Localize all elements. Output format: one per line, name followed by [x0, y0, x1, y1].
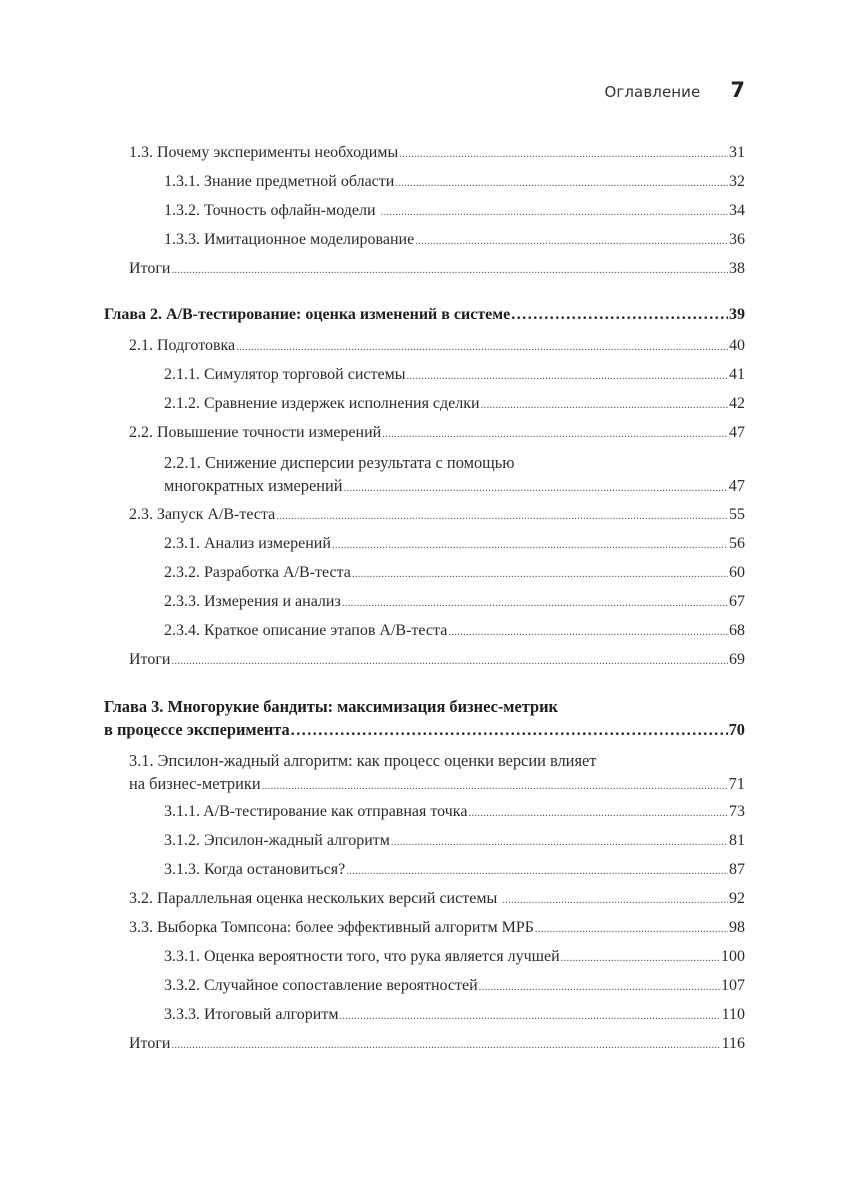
dot-leader	[535, 923, 728, 935]
toc-entry-page: 55	[729, 506, 745, 523]
header-title: Оглавление	[604, 83, 701, 101]
dot-leader	[406, 370, 728, 382]
toc-entry-page: 73	[729, 803, 745, 820]
dot-leader	[171, 655, 728, 667]
toc-entry-label-line2: многократных измерений	[164, 476, 343, 495]
toc-entry-label: 3.3. Выборка Томпсона: более эффективный алгоритм МРБ	[129, 919, 534, 936]
toc-entry-label: 1.3.1. Знание предметной области	[164, 173, 395, 190]
toc-entry-subsection[interactable]	[164, 948, 745, 966]
toc-entry-page: 42	[729, 395, 745, 412]
dot-leader	[291, 722, 728, 740]
toc-entry-page: 98	[729, 919, 745, 936]
toc-entry-page: 60	[729, 564, 745, 581]
toc-entry-subsection[interactable]	[164, 366, 745, 384]
toc-entry-label: 1.3.2. Точность офлайн-модели	[164, 202, 380, 219]
toc-entry-label: 2.1. Подготовка	[129, 337, 236, 354]
toc-entry-label: 2.2. Повышение точности измерений	[129, 424, 382, 441]
toc-entry-label-line1: 2.2.1. Снижение дисперсии результата с помощью	[164, 453, 515, 472]
toc-entry-label: 3.3.3. Итоговый алгоритм	[164, 1006, 339, 1023]
toc-entry-page: 41	[729, 366, 745, 383]
toc-entry-label: 1.3.3. Имитационное моделирование	[164, 231, 415, 248]
toc-entry-page: 71	[728, 774, 745, 793]
dot-leader	[262, 780, 728, 792]
running-header	[604, 78, 745, 102]
toc-entry-label: 2.3.3. Измерения и анализ	[164, 593, 341, 610]
toc-entry-page: 81	[729, 832, 745, 849]
toc-entry-label: 2.3. Запуск A/B-теста	[129, 506, 276, 523]
dot-leader	[511, 306, 728, 324]
toc-entry-page: 34	[729, 202, 745, 219]
toc-entry-section[interactable]	[129, 919, 745, 937]
dot-leader	[399, 148, 728, 160]
toc-entry-label: 3.3.1. Оценка вероятности того, что рука является лучшей	[164, 948, 560, 965]
toc-entry-label: 3.1.2. Эпсилон-жадный алгоритм	[164, 832, 390, 849]
toc-entry-section[interactable]	[129, 506, 745, 524]
dot-leader	[468, 807, 728, 819]
toc-entry-page: 47	[729, 424, 745, 441]
toc-entry-label: 1.3. Почему эксперименты необходимы	[129, 144, 399, 161]
toc-entry-page: 68	[729, 622, 745, 639]
toc-entry-subsection[interactable]	[164, 173, 745, 191]
toc-entry-subsection[interactable]	[164, 231, 745, 249]
toc-entry-label: Итоги	[129, 651, 171, 668]
toc-entry-page: 56	[729, 535, 745, 552]
toc-entry-subsection[interactable]	[164, 977, 745, 995]
dot-leader	[352, 568, 728, 580]
toc-entry-section[interactable]	[129, 890, 745, 908]
toc-entry-label: 3.1.1. A/B-тестирование как отправная точка	[164, 803, 468, 820]
toc-entry-page: 39	[729, 306, 745, 323]
toc-entry-page: 107	[721, 977, 745, 994]
toc-entry-subsection[interactable]	[164, 622, 745, 640]
dot-leader	[276, 510, 728, 522]
toc-entry-chapter[interactable]	[104, 306, 745, 324]
toc-entry-summary[interactable]	[129, 1035, 745, 1053]
header-page-number: 7	[730, 78, 745, 102]
toc-entry-page: 32	[729, 173, 745, 190]
toc-entry-subsection[interactable]	[164, 564, 745, 582]
dot-leader	[502, 894, 728, 906]
dot-leader	[346, 865, 728, 877]
toc-entry-label: 2.3.2. Разработка A/B-теста	[164, 564, 351, 581]
toc-entry-page: 87	[729, 861, 745, 878]
toc-entry-page: 31	[729, 144, 745, 161]
toc-entry-label: Итоги	[129, 260, 171, 277]
toc-entry-section[interactable]	[129, 144, 745, 162]
toc-entry-label: 3.2. Параллельная оценка нескольких версий системы	[129, 890, 502, 907]
toc-entry-section[interactable]	[129, 337, 745, 355]
toc-entry-page: 47	[728, 476, 745, 495]
toc-entry-label: Итоги	[129, 1035, 171, 1052]
dot-leader	[382, 428, 728, 440]
toc-entry-page: 38	[729, 260, 745, 277]
toc-entry-page: 69	[729, 651, 745, 668]
dot-leader	[448, 626, 728, 638]
dot-leader	[381, 206, 728, 218]
toc-entry-summary[interactable]	[129, 651, 745, 669]
toc-entry-subsection[interactable]	[164, 535, 745, 553]
toc-entry-summary[interactable]	[129, 260, 745, 278]
toc-entry-label: 2.3.4. Краткое описание этапов A/B-теста	[164, 622, 448, 639]
dot-leader	[395, 177, 728, 189]
toc-entry-label-line2: в процессе эксперимента	[104, 720, 290, 739]
toc-entry-subsection[interactable]	[164, 395, 745, 413]
dot-leader	[339, 1010, 720, 1022]
toc-entry-subsection[interactable]	[164, 1006, 745, 1024]
toc-entry-label-line1: 3.1. Эпсилон-жадный алгоритм: как процесс оценки версии влияет	[129, 751, 597, 770]
dot-leader	[479, 981, 720, 993]
dot-leader	[236, 341, 728, 353]
dot-leader	[171, 264, 728, 276]
toc-entry-label: Глава 2. A/B-тестирование: оценка изменений в системе	[104, 306, 511, 323]
dot-leader	[332, 539, 728, 551]
toc-entry-subsection[interactable]	[164, 593, 745, 611]
toc-entry-page: 70	[728, 720, 745, 739]
toc-entry-subsection[interactable]	[164, 861, 745, 879]
toc-entry-page: 40	[729, 337, 745, 354]
toc-entry-label-line1: Глава 3. Многорукие бандиты: максимизация бизнес-метрик	[104, 697, 558, 716]
toc-entry-label: 3.1.3. Когда остановиться?	[164, 861, 346, 878]
dot-leader	[391, 836, 728, 848]
toc-entry-label: 2.1.1. Симулятор торговой системы	[164, 366, 406, 383]
toc-entry-page: 100	[721, 948, 745, 965]
toc-entry-page: 92	[729, 890, 745, 907]
dot-leader	[415, 235, 728, 247]
toc-entry-page: 36	[729, 231, 745, 248]
dot-leader	[344, 482, 728, 494]
dot-leader	[481, 399, 728, 411]
dot-leader	[342, 597, 728, 609]
toc-entry-label: 3.3.2. Случайное сопоставление вероятностей	[164, 977, 478, 994]
toc-entry-label-line2: на бизнес-метрики	[129, 774, 261, 793]
toc-entry-section[interactable]	[129, 424, 745, 442]
toc-entry-label: 2.1.2. Сравнение издержек исполнения сделки	[164, 395, 480, 412]
toc-entry-subsection[interactable]	[164, 803, 745, 821]
toc-entry-page: 116	[721, 1035, 745, 1052]
toc-entry-subsection[interactable]	[164, 202, 745, 220]
dot-leader	[561, 952, 720, 964]
toc-entry-page: 67	[729, 593, 745, 610]
dot-leader	[171, 1039, 720, 1051]
toc-entry-label: 2.3.1. Анализ измерений	[164, 535, 331, 552]
toc-entry-page: 110	[721, 1006, 745, 1023]
toc-entry-subsection[interactable]	[164, 832, 745, 850]
